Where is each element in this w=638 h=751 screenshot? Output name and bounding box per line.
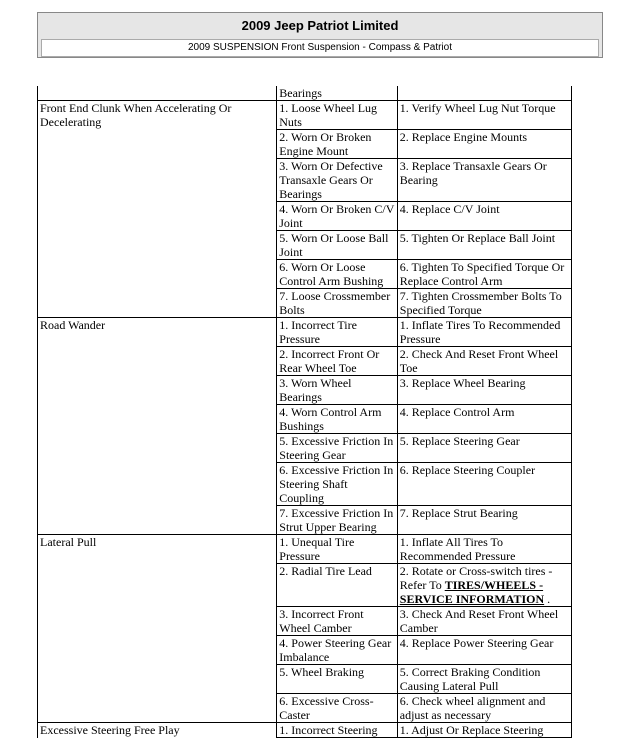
table-row	[38, 260, 572, 289]
condition-cell	[38, 347, 277, 376]
condition-cell	[38, 260, 277, 289]
document-title: 2009 Jeep Patriot Limited	[241, 18, 399, 33]
table-row	[38, 318, 572, 347]
condition-cell: Lateral Pull	[38, 535, 277, 564]
document-header	[37, 12, 603, 58]
cause-cell: 4. Worn Control Arm Bushings	[277, 405, 398, 434]
cause-cell: 5. Worn Or Loose Ball Joint	[277, 231, 398, 260]
table-row	[38, 506, 572, 535]
cause-cell: 1. Incorrect Steering	[277, 723, 398, 738]
correction-text-end: .	[544, 592, 551, 606]
correction-cell: 1. Inflate All Tires To Recommended Pressure	[397, 535, 571, 564]
correction-cell: 2. Replace Engine Mounts	[397, 130, 571, 159]
table-row	[38, 231, 572, 260]
condition-cell	[38, 607, 277, 636]
correction-cell: 6. Check wheel alignment and adjust as necessary	[397, 694, 571, 723]
condition-cell	[38, 231, 277, 260]
cause-cell: 7. Excessive Friction In Strut Upper Bearing	[277, 506, 398, 535]
correction-cell: 7. Replace Strut Bearing	[397, 506, 571, 535]
correction-cell: 2. Check And Reset Front Wheel Toe	[397, 347, 571, 376]
correction-cell: 5. Replace Steering Gear	[397, 434, 571, 463]
correction-cell: 4. Replace C/V Joint	[397, 202, 571, 231]
correction-cell: 4. Replace Power Steering Gear	[397, 636, 571, 665]
condition-cell	[38, 463, 277, 506]
table-row	[38, 564, 572, 607]
correction-cell: 3. Replace Wheel Bearing	[397, 376, 571, 405]
cause-cell: Bearings	[277, 86, 398, 101]
correction-cell: 1. Verify Wheel Lug Nut Torque	[397, 101, 571, 130]
cause-cell: 6. Excessive Friction In Steering Shaft Coupling	[277, 463, 398, 506]
cause-cell: 2. Incorrect Front Or Rear Wheel Toe	[277, 347, 398, 376]
cause-cell: 5. Excessive Friction In Steering Gear	[277, 434, 398, 463]
table-row	[38, 723, 572, 738]
condition-cell	[38, 434, 277, 463]
condition-cell: Excessive Steering Free Play	[38, 723, 277, 738]
correction-cell	[397, 86, 571, 101]
correction-cell: 1. Adjust Or Replace Steering	[397, 723, 571, 738]
table-row	[38, 289, 572, 318]
cause-cell: 6. Excessive Cross-Caster	[277, 694, 398, 723]
table-row	[38, 694, 572, 723]
table-row	[38, 159, 572, 202]
cause-cell: 6. Worn Or Loose Control Arm Bushing	[277, 260, 398, 289]
condition-cell	[38, 564, 277, 607]
condition-cell	[38, 694, 277, 723]
cause-cell: 3. Worn Wheel Bearings	[277, 376, 398, 405]
cause-cell: 3. Worn Or Defective Transaxle Gears Or Bearings	[277, 159, 398, 202]
cause-cell: 2. Worn Or Broken Engine Mount	[277, 130, 398, 159]
table-row	[38, 434, 572, 463]
table-row	[38, 405, 572, 434]
table-row	[38, 101, 572, 130]
correction-cell: 5. Tighten Or Replace Ball Joint	[397, 231, 571, 260]
condition-cell	[38, 86, 277, 101]
correction-cell: 6. Replace Steering Coupler	[397, 463, 571, 506]
correction-cell: 7. Tighten Crossmember Bolts To Specified Torque	[397, 289, 571, 318]
condition-cell	[38, 376, 277, 405]
condition-cell: Road Wander	[38, 318, 277, 347]
table-row	[38, 202, 572, 231]
cause-cell: 5. Wheel Braking	[277, 665, 398, 694]
condition-cell	[38, 159, 277, 202]
table-row	[38, 535, 572, 564]
table-row	[38, 665, 572, 694]
condition-cell	[38, 130, 277, 159]
correction-cell: 3. Replace Transaxle Gears Or Bearing	[397, 159, 571, 202]
cause-cell: 4. Worn Or Broken C/V Joint	[277, 202, 398, 231]
cause-cell: 1. Loose Wheel Lug Nuts	[277, 101, 398, 130]
correction-cell: 6. Tighten To Specified Torque Or Replace Control Arm	[397, 260, 571, 289]
table-row	[38, 376, 572, 405]
tires-wheels-service-link[interactable]: TIRES/WHEELS - SERVICE INFORMATION	[399, 578, 545, 606]
cause-cell: 1. Incorrect Tire Pressure	[277, 318, 398, 347]
condition-cell	[38, 202, 277, 231]
condition-cell	[38, 506, 277, 535]
correction-cell: 5. Correct Braking Condition Causing Lateral Pull	[397, 665, 571, 694]
correction-cell: 4. Replace Control Arm	[397, 405, 571, 434]
table-row	[38, 463, 572, 506]
condition-cell	[38, 665, 277, 694]
table-row	[38, 347, 572, 376]
document-subtitle: 2009 SUSPENSION Front Suspension - Compass & Patriot	[41, 39, 599, 57]
correction-cell: 3. Check And Reset Front Wheel Camber	[397, 607, 571, 636]
table-row	[38, 636, 572, 665]
cause-cell: 4. Power Steering Gear Imbalance	[277, 636, 398, 665]
table-row	[38, 130, 572, 159]
condition-cell	[38, 405, 277, 434]
cause-cell: 2. Radial Tire Lead	[277, 564, 398, 607]
table-row	[38, 607, 572, 636]
cause-cell: 1. Unequal Tire Pressure	[277, 535, 398, 564]
correction-text: 2. Rotate or Cross-switch tires - Refer To	[399, 564, 553, 592]
correction-cell: 1. Inflate Tires To Recommended Pressure	[397, 318, 571, 347]
condition-cell	[38, 289, 277, 318]
cause-cell: 3. Incorrect Front Wheel Camber	[277, 607, 398, 636]
diagnosis-table	[37, 86, 572, 738]
cause-cell: 7. Loose Crossmember Bolts	[277, 289, 398, 318]
correction-cell	[397, 564, 571, 607]
table-row	[38, 86, 572, 101]
condition-cell	[38, 636, 277, 665]
condition-cell: Front End Clunk When Accelerating Or Decelerating	[38, 101, 277, 130]
